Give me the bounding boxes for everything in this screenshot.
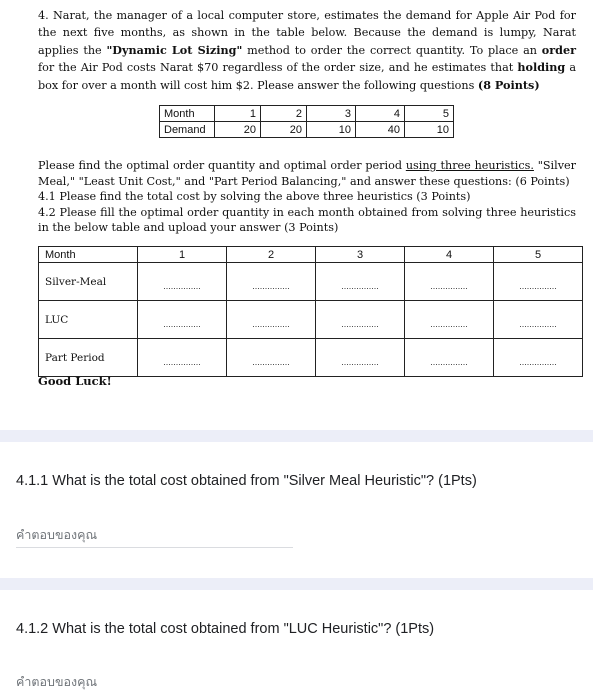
answer-header-label: Month [39, 247, 138, 263]
answer-underline [16, 547, 293, 548]
order-word: order [541, 42, 576, 57]
blank-cell: ............... [138, 339, 227, 377]
answer-row-luc [39, 301, 583, 339]
blank-cell: ............... [494, 339, 583, 377]
blank-cell: ............... [405, 301, 494, 339]
instructions-intro [38, 158, 576, 189]
form-question-card [0, 442, 593, 578]
blank-cell: ............... [316, 301, 405, 339]
form-question-card [0, 590, 593, 700]
blank-cell: ............... [494, 301, 583, 339]
month-cell: 1 [215, 106, 261, 122]
answer-header-month: 3 [316, 247, 405, 263]
holding-word: holding [517, 60, 566, 75]
instructions-part: "Silver Meal," "Least Unit Cost," and "Part Period Balancing," and answer these questions: (6 Points) [38, 159, 576, 188]
demand-label: Demand [160, 122, 215, 138]
blank-cell: ............... [138, 263, 227, 301]
good-luck-text: Good Luck! [38, 374, 112, 388]
points-label: (8 Points) [477, 78, 540, 93]
demand-cell: 40 [356, 122, 405, 138]
blank-cell: ............... [227, 263, 316, 301]
row-label: Silver-Meal [39, 263, 138, 301]
problem-text-part: 4. Narat, the manager of a local computer store, estimates the demand for Apple Air Pod for the next five months, as shown in the table below. Because the demand is lumpy, Narat applies the [38, 9, 576, 57]
question-title: 4.1.2 What is the total cost obtained from "LUC Heuristic"? (1Pts) [16, 621, 435, 637]
blank-cell: ............... [227, 339, 316, 377]
month-cell: 2 [261, 106, 307, 122]
answer-row-part-period [39, 339, 583, 377]
question-4-2: 4.2 Please fill the optimal order quantity in each month obtained from solving three heuristics in the below table and upload your answer (3 Points) [38, 205, 576, 235]
problem-text-part: a box for over a month will cost him $2. Please answer the following questions [38, 61, 576, 93]
blank-cell: ............... [405, 263, 494, 301]
problem-text-part: method to order the correct quantity. To place an [242, 43, 542, 57]
blank-cell: ............... [494, 263, 583, 301]
row-label: Part Period [39, 339, 138, 377]
demand-table [159, 105, 454, 138]
section-divider [0, 578, 593, 590]
answer-header-month: 1 [138, 247, 227, 263]
method-name: "Dynamic Lot Sizing" [106, 42, 243, 57]
blank-cell: ............... [316, 339, 405, 377]
question-4-1: 4.1 Please find the total cost by solving the above three heuristics (3 Points) [38, 190, 471, 204]
instructions-part: Please find the optimal order quantity and optimal order period [38, 159, 406, 172]
answer-table [38, 246, 583, 377]
demand-cell: 10 [307, 122, 356, 138]
answer-header-month: 4 [405, 247, 494, 263]
problem-text-part: for the Air Pod costs Narat $70 regardless of the order size, and he estimates that [38, 61, 518, 75]
demand-cell: 10 [405, 122, 454, 138]
answer-header-month: 5 [494, 247, 583, 263]
answer-header-row [39, 247, 583, 263]
month-label: Month [160, 106, 215, 122]
blank-cell: ............... [138, 301, 227, 339]
answer-header-month: 2 [227, 247, 316, 263]
blank-cell: ............... [405, 339, 494, 377]
month-row [160, 106, 454, 122]
blank-cell: ............... [227, 301, 316, 339]
answer-row-silver-meal [39, 263, 583, 301]
blank-cell: ............... [316, 263, 405, 301]
question-title: 4.1.1 What is the total cost obtained from "Silver Meal Heuristic"? (1Pts) [16, 473, 477, 489]
month-cell: 4 [356, 106, 405, 122]
demand-cell: 20 [261, 122, 307, 138]
answer-input[interactable]: คำตอบของคุณ [16, 675, 98, 689]
demand-row [160, 122, 454, 138]
row-label: LUC [39, 301, 138, 339]
problem-text [38, 8, 576, 95]
section-divider [0, 430, 593, 442]
instructions-text [38, 158, 576, 236]
month-cell: 5 [405, 106, 454, 122]
answer-input[interactable]: คำตอบของคุณ [16, 528, 98, 542]
demand-cell: 20 [215, 122, 261, 138]
month-cell: 3 [307, 106, 356, 122]
instructions-underlined: using three heuristics. [405, 159, 534, 172]
